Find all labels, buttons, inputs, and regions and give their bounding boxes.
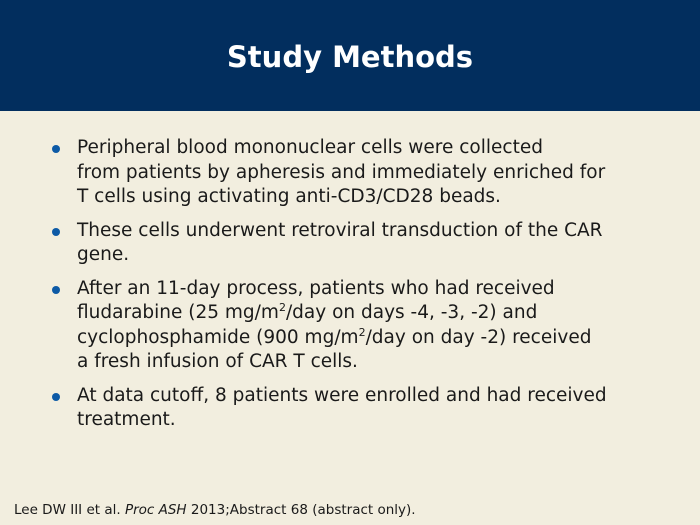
dose-text: /day on days -4, -3, -2) and xyxy=(285,302,538,323)
slide-title: Study Methods xyxy=(226,40,474,74)
slide-header xyxy=(0,0,700,111)
citation-journal: Proc ASH xyxy=(124,502,187,518)
bullet-item-enrollment xyxy=(52,384,652,433)
bullet-item-process xyxy=(52,277,652,375)
bullet-line: After an 11-day process, patients who had received xyxy=(77,277,555,299)
bullet-line: a fresh infusion of CAR T cells. xyxy=(77,351,358,372)
bullet-item-transduction xyxy=(52,219,652,268)
citation-authors: Lee DW III et al. xyxy=(14,502,125,518)
bullet-line: treatment. xyxy=(77,409,176,430)
bullet-line xyxy=(77,326,652,351)
bullet-list xyxy=(52,136,652,442)
bullet-line: Peripheral blood mononuclear cells were collected xyxy=(77,137,543,158)
bullet-line: At data cutoff, 8 patients were enrolled and had received xyxy=(77,384,607,406)
citation xyxy=(14,501,416,519)
bullet-dot-icon xyxy=(52,145,60,153)
bullet-dot-icon xyxy=(52,228,60,236)
dose-text: fludarabine (25 mg/m xyxy=(77,302,279,323)
dose-text: /day on day -2) received xyxy=(365,326,592,348)
dose-text: cyclophosphamide (900 mg/m xyxy=(77,326,359,348)
citation-details: 2013;Abstract 68 (abstract only). xyxy=(186,502,416,518)
bullet-dot-icon xyxy=(52,286,60,294)
superscript: 2 xyxy=(358,325,366,339)
bullet-item-collection xyxy=(52,136,652,210)
bullet-line: gene. xyxy=(77,244,130,265)
bullet-dot-icon xyxy=(52,393,60,401)
bullet-line xyxy=(77,301,652,326)
superscript: 2 xyxy=(278,300,286,314)
bullet-line: These cells underwent retroviral transduction of the CAR xyxy=(77,219,603,241)
bullet-line: from patients by apheresis and immediately enriched for xyxy=(77,161,606,183)
bullet-line: T cells using activating anti-CD3/CD28 beads. xyxy=(77,186,501,207)
